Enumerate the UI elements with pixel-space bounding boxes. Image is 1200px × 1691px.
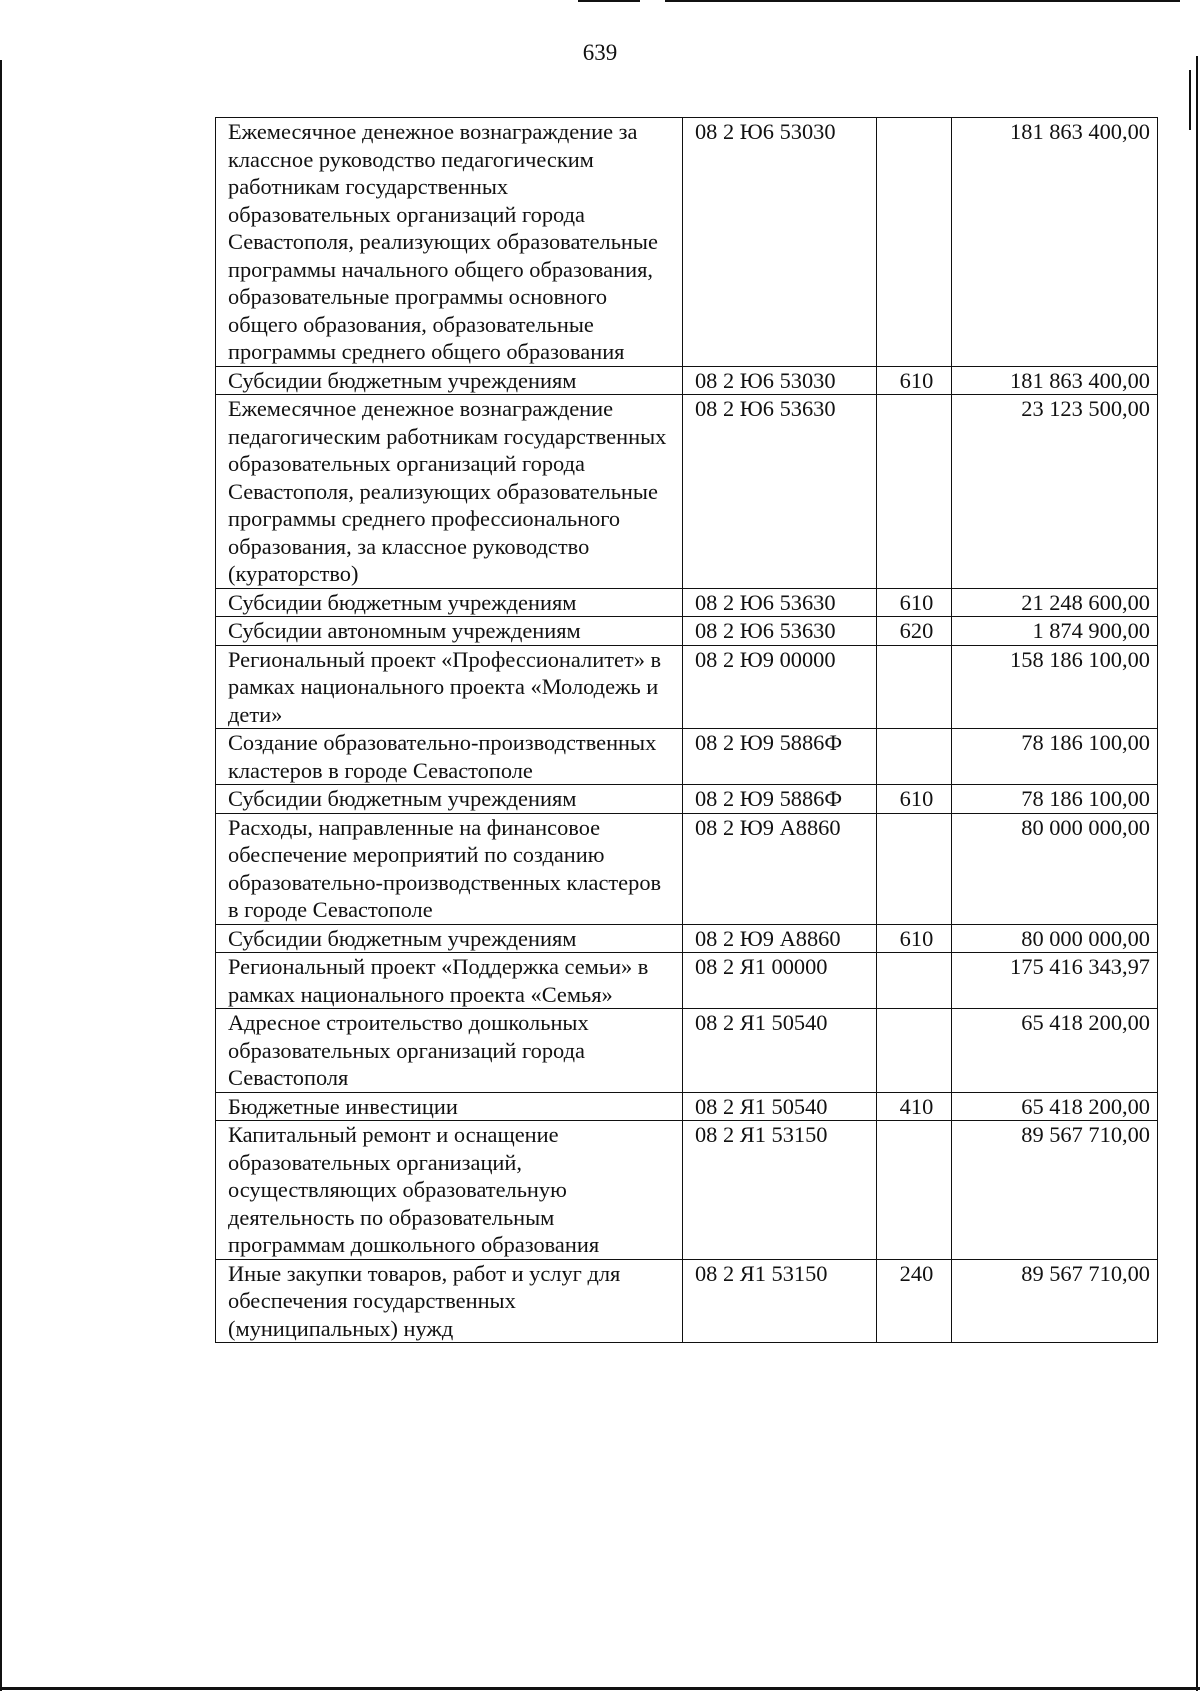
target-article-code-cell: 08 2 Ю6 53630 (682, 588, 876, 617)
expense-name-cell: Расходы, направленные на финансовое обеспечение мероприятий по созданию образовательно-производственных кластеров в городе Севастополе (216, 813, 683, 924)
table-row (216, 1092, 1158, 1121)
target-article-code-cell: 08 2 Ю9 5886Ф (682, 785, 876, 814)
amount-cell: 23 123 500,00 (951, 395, 1157, 589)
expense-name-cell: Адресное строительство дошкольных образовательных организаций города Севастополя (216, 1009, 683, 1093)
target-article-code-cell: 08 2 Я1 53150 (682, 1259, 876, 1343)
expense-type-cell (877, 813, 951, 924)
scan-edge-top (665, 0, 1180, 2)
expense-type-cell: 610 (877, 785, 951, 814)
target-article-code-cell: 08 2 Ю6 53630 (682, 617, 876, 646)
expense-name-cell: Капитальный ремонт и оснащение образовательных организаций, осуществляющих образовательную деятельность по образовательным программам дошкольного образования (216, 1121, 683, 1260)
scan-edge-top (578, 0, 640, 2)
expense-name-cell: Субсидии автономным учреждениям (216, 617, 683, 646)
expense-type-cell (877, 1121, 951, 1260)
expense-type-cell: 610 (877, 924, 951, 953)
target-article-code-cell: 08 2 Я1 50540 (682, 1009, 876, 1093)
amount-cell: 80 000 000,00 (951, 813, 1157, 924)
expense-name-cell: Субсидии бюджетным учреждениям (216, 785, 683, 814)
scan-edge-left (0, 60, 2, 1691)
scan-edge-right (1196, 56, 1198, 1691)
target-article-code-cell: 08 2 Ю6 53030 (682, 118, 876, 367)
budget-table-body (216, 118, 1158, 1343)
target-article-code-cell: 08 2 Ю9 5886Ф (682, 729, 876, 785)
table-row (216, 924, 1158, 953)
amount-cell: 89 567 710,00 (951, 1259, 1157, 1343)
budget-table (215, 117, 1158, 1343)
target-article-code-cell: 08 2 Ю9 00000 (682, 645, 876, 729)
table-row (216, 118, 1158, 367)
amount-cell: 80 000 000,00 (951, 924, 1157, 953)
expense-type-cell: 610 (877, 366, 951, 395)
amount-cell: 181 863 400,00 (951, 366, 1157, 395)
expense-type-cell (877, 645, 951, 729)
expense-type-cell: 240 (877, 1259, 951, 1343)
expense-type-cell (877, 118, 951, 367)
target-article-code-cell: 08 2 Я1 53150 (682, 1121, 876, 1260)
expense-type-cell (877, 395, 951, 589)
table-row (216, 645, 1158, 729)
expense-name-cell: Региональный проект «Поддержка семьи» в рамках национального проекта «Семья» (216, 953, 683, 1009)
expense-type-cell: 410 (877, 1092, 951, 1121)
expense-type-cell: 610 (877, 588, 951, 617)
table-row (216, 617, 1158, 646)
table-row (216, 1121, 1158, 1260)
amount-cell: 65 418 200,00 (951, 1009, 1157, 1093)
target-article-code-cell: 08 2 Я1 00000 (682, 953, 876, 1009)
amount-cell: 158 186 100,00 (951, 645, 1157, 729)
expense-type-cell: 620 (877, 617, 951, 646)
expense-name-cell: Бюджетные инвестиции (216, 1092, 683, 1121)
page-number: 639 (582, 40, 618, 65)
expense-name-cell: Субсидии бюджетным учреждениям (216, 366, 683, 395)
expense-name-cell: Создание образовательно-производственных кластеров в городе Севастополе (216, 729, 683, 785)
amount-cell: 89 567 710,00 (951, 1121, 1157, 1260)
target-article-code-cell: 08 2 Ю9 А8860 (682, 924, 876, 953)
table-row (216, 785, 1158, 814)
expense-name-cell: Ежемесячное денежное вознаграждение за классное руководство педагогическим работникам государственных образовательных организаций города Севастополя, реализующих образовательные программы начального общего образования, образовательные программы основного общего образования, образовательные программы среднего общего образования (216, 118, 683, 367)
expense-name-cell: Региональный проект «Профессионалитет» в рамках национального проекта «Молодежь и дети» (216, 645, 683, 729)
target-article-code-cell: 08 2 Я1 50540 (682, 1092, 876, 1121)
expense-name-cell: Субсидии бюджетным учреждениям (216, 588, 683, 617)
table-row (216, 953, 1158, 1009)
table-row (216, 729, 1158, 785)
amount-cell: 1 874 900,00 (951, 617, 1157, 646)
table-row (216, 366, 1158, 395)
amount-cell: 78 186 100,00 (951, 785, 1157, 814)
scan-edge-mark (1189, 70, 1191, 130)
expense-name-cell: Ежемесячное денежное вознаграждение педагогическим работникам государственных образовательных организаций города Севастополя, реализующих образовательные программы среднего профессионального образования, за классное руководство (кураторство) (216, 395, 683, 589)
table-row (216, 395, 1158, 589)
table-row (216, 1009, 1158, 1093)
target-article-code-cell: 08 2 Ю9 А8860 (682, 813, 876, 924)
amount-cell: 175 416 343,97 (951, 953, 1157, 1009)
amount-cell: 65 418 200,00 (951, 1092, 1157, 1121)
amount-cell: 78 186 100,00 (951, 729, 1157, 785)
target-article-code-cell: 08 2 Ю6 53630 (682, 395, 876, 589)
target-article-code-cell: 08 2 Ю6 53030 (682, 366, 876, 395)
amount-cell: 21 248 600,00 (951, 588, 1157, 617)
amount-cell: 181 863 400,00 (951, 118, 1157, 367)
expense-type-cell (877, 1009, 951, 1093)
scan-edge-bottom (0, 1687, 1200, 1690)
table-row (216, 588, 1158, 617)
table-row (216, 813, 1158, 924)
expense-name-cell: Иные закупки товаров, работ и услуг для обеспечения государственных (муниципальных) нужд (216, 1259, 683, 1343)
table-row (216, 1259, 1158, 1343)
expense-type-cell (877, 953, 951, 1009)
expense-name-cell: Субсидии бюджетным учреждениям (216, 924, 683, 953)
expense-type-cell (877, 729, 951, 785)
